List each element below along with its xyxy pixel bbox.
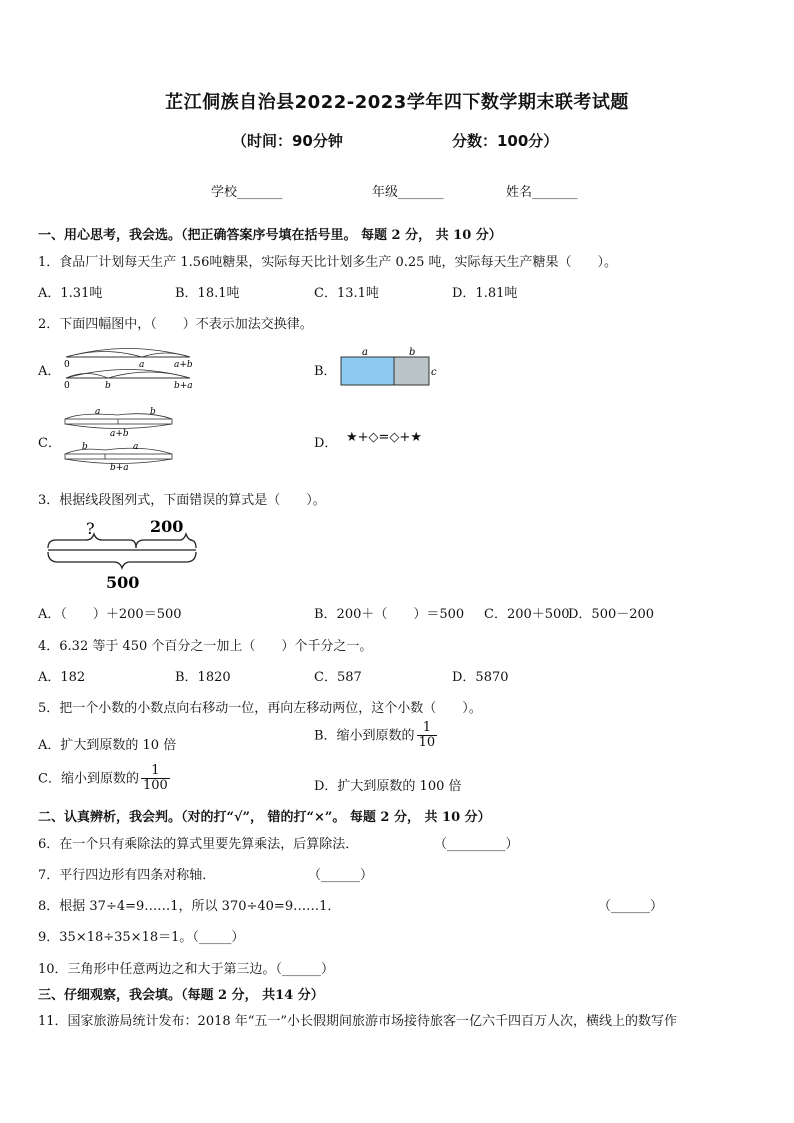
q2-d-formula: ★+◇=◇+★ bbox=[346, 430, 422, 445]
q4-option-c: C．587 bbox=[314, 670, 362, 685]
q2-figure-a bbox=[60, 346, 200, 392]
fig-c-label-b-plus-a: b+a bbox=[110, 463, 129, 473]
fig-a-label-zero-1: 0 bbox=[64, 360, 70, 370]
q1-option-c: C．13.1吨 bbox=[314, 286, 379, 301]
q5-c-denominator: 100 bbox=[142, 778, 168, 794]
q2-stem: 2．下面四幅图中，（ ）不表示加法交换律。 bbox=[38, 317, 313, 332]
section-3-heading: 三、仔细观察，我会填。（每题 2 分， 共14 分） bbox=[38, 988, 324, 1003]
q5-b-numerator: 1 bbox=[417, 721, 438, 736]
fig-b-label-c: c bbox=[431, 367, 437, 378]
q2-figure-b bbox=[338, 344, 444, 390]
q3-option-a: A．（ ）＋200＝500 bbox=[38, 607, 182, 622]
q5-option-d: D．扩大到原数的 100 倍 bbox=[314, 779, 462, 794]
q10-stem: 10．三角形中任意两边之和大于第三边。（______） bbox=[38, 962, 335, 977]
q7-stem: 7．平行四边形有四条对称轴． bbox=[38, 868, 216, 883]
q5-option-c bbox=[38, 764, 170, 794]
q3-stem: 3．根据线段图列式，下面错误的算式是（ ）。 bbox=[38, 493, 326, 508]
fig-c-label-a-top: a bbox=[95, 407, 101, 417]
q3-fig-top-value: 200 bbox=[150, 517, 184, 536]
q6-answer-blank[interactable]: （_________） bbox=[434, 837, 519, 852]
q3-option-c: C．200＋500 bbox=[484, 607, 570, 622]
fig-c-label-a-plus-b: a+b bbox=[110, 429, 129, 439]
fig-a-label-zero-2: 0 bbox=[64, 381, 70, 391]
q5-option-c-text: C．缩小到原数的 bbox=[38, 771, 139, 787]
exam-score: 分数：100分） bbox=[452, 132, 559, 150]
page-title: 芷江侗族自治县2022-2023学年四下数学期末联考试题 bbox=[165, 92, 629, 113]
q5-option-b-text: B．缩小到原数的 bbox=[314, 728, 415, 744]
q5-b-fraction bbox=[417, 721, 438, 751]
school-field: 学校_______ bbox=[211, 185, 283, 200]
q1-option-a: A．1.31吨 bbox=[38, 286, 103, 301]
fig-a-label-b: b bbox=[105, 381, 111, 391]
q2-option-c: C． bbox=[38, 436, 61, 451]
q3-option-d: D．500－200 bbox=[568, 607, 655, 622]
fig-c-label-b-bottom: b bbox=[82, 442, 88, 452]
q1-option-d: D．1.81吨 bbox=[452, 286, 518, 301]
q4-stem: 4．6.32 等于 450 个百分之一加上（ ）个千分之一。 bbox=[38, 639, 373, 654]
q1-stem: 1．食品厂计划每天生产 1.56吨糖果，实际每天比计划多生产 0.25 吨，实际每天生产糖果（ ）。 bbox=[38, 255, 618, 270]
name-field: 姓名_______ bbox=[506, 185, 578, 200]
fig-a-label-a-plus-b: a+b bbox=[174, 360, 193, 370]
q5-stem: 5．把一个小数的小数点向右移动一位，再向左移动两位，这个小数（ ）。 bbox=[38, 701, 482, 716]
q3-line-figure bbox=[44, 512, 204, 594]
q2-figure-c bbox=[60, 405, 180, 473]
q1-option-b: B．18.1吨 bbox=[175, 286, 240, 301]
q9-stem: 9．35×18÷35×18＝1。（_____） bbox=[38, 930, 245, 945]
q2-option-d: D． bbox=[314, 436, 338, 451]
fig-c-label-b-top: b bbox=[150, 407, 156, 417]
q5-c-numerator: 1 bbox=[141, 764, 170, 779]
fig-a-label-a: a bbox=[139, 360, 145, 370]
fig-b-label-b: b bbox=[409, 347, 416, 358]
section-1-heading: 一、用心思考，我会选。（把正确答案序号填在括号里。 每题 2 分， 共 10 分） bbox=[38, 228, 502, 243]
q3-option-b: B．200＋（ ）＝500 bbox=[314, 607, 465, 622]
q3-fig-unknown: ? bbox=[86, 519, 95, 538]
q5-b-denominator: 10 bbox=[418, 735, 436, 751]
q5-option-a: A．扩大到原数的 10 倍 bbox=[38, 738, 177, 753]
q8-answer-blank[interactable]: （______） bbox=[598, 899, 664, 914]
q5-option-b bbox=[314, 721, 437, 751]
q11-stem: 11．国家旅游局统计发布：2018 年“五一”小长假期间旅游市场接待旅客一亿六千四百万人次，横线上的数写作 bbox=[38, 1014, 678, 1029]
fig-c-label-a-bottom: a bbox=[133, 442, 139, 452]
section-2-heading: 二、认真辨析，我会判。（对的打“√”， 错的打“×”。 每题 2 分， 共 10 分） bbox=[38, 810, 491, 825]
q6-stem: 6．在一个只有乘除法的算式里要先算乘法，后算除法． bbox=[38, 837, 359, 852]
q2-option-a: A． bbox=[38, 364, 61, 379]
exam-time: （时间：90分钟 bbox=[232, 132, 343, 150]
q3-fig-total: 500 bbox=[106, 573, 140, 592]
q4-option-a: A．182 bbox=[38, 670, 86, 685]
fig-a-label-b-plus-a: b+a bbox=[174, 381, 193, 391]
fig-b-label-a: a bbox=[362, 347, 368, 358]
q4-option-d: D．5870 bbox=[452, 670, 509, 685]
q7-answer-blank[interactable]: （______） bbox=[308, 868, 374, 883]
q5-c-fraction bbox=[141, 764, 170, 794]
q2-option-b: B． bbox=[314, 364, 337, 379]
grade-field: 年级_______ bbox=[372, 185, 444, 200]
q8-stem: 8．根据 37÷4=9……1，所以 370÷40=9……1． bbox=[38, 899, 341, 914]
q4-option-b: B．1820 bbox=[175, 670, 231, 685]
